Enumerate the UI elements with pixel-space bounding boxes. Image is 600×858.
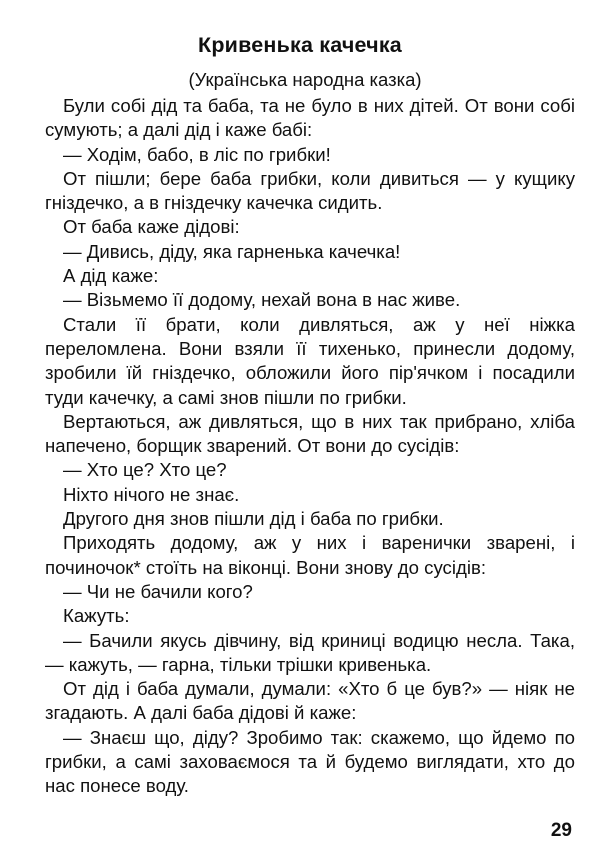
- story-title: Кривенька качечка: [198, 33, 402, 57]
- paragraph: Вертаються, аж дивляться, що в них так прибрано, хліба напечено, борщик зварений. От вони до сусідів:: [45, 410, 575, 457]
- paragraph: Другого дня знов пішли дід і баба по грибки.: [63, 508, 444, 530]
- paragraph: От пішли; бере баба грибки, коли дивиться — у кущику гніздечко, а в гніздечку качечка сидить.: [45, 167, 575, 214]
- paragraph: Приходять додому, аж у них і варенички зварені, і починочок* стоїть на віконці. Вони знову до сусідів:: [45, 532, 575, 578]
- paragraph: Були собі дід та баба, та не було в них дітей. От вони собі сумують; а далі дід і каже бабі:: [45, 95, 575, 141]
- paragraph: А дід каже:: [63, 265, 159, 287]
- paragraph: — Знаєш що, діду? Зробимо так: скажемо, що йдемо по грибки, а самі заховаємося та й будемо виглядати, хто до нас понесе воду.: [45, 726, 575, 797]
- paragraph: — Хто це? Хто це?: [63, 459, 227, 481]
- page-number: 29: [550, 820, 572, 841]
- paragraph: Ніхто нічого не знає.: [63, 483, 240, 505]
- paragraph: — Чи не бачили кого?: [63, 580, 253, 602]
- paragraph: — Візьмемо її додому, нехай вона в нас живе.: [63, 289, 461, 311]
- paragraph: Стали її брати, коли дивляться, аж у неї ніжка переломлена. Вони взяли її тихенько, принесли додому, зробили їй гніздечко, обложили його пір'ячком і посадили туди качечку, а самі знов пішли по грибки.: [45, 313, 575, 408]
- paragraph: — Ходім, бабо, в ліс по грибки!: [63, 143, 331, 165]
- story-body: [45, 94, 575, 799]
- story-subtitle: (Українська народна казка): [188, 69, 422, 90]
- paragraph: От баба каже дідові:: [63, 216, 240, 238]
- paragraph: Кажуть:: [63, 605, 130, 627]
- paragraph: — Бачили якусь дівчину, від криниці водицю несла. Така, — кажуть, — гарна, тільки трішки кривенька.: [45, 629, 575, 675]
- paragraph: — Дивись, діду, яка гарненька качечка!: [63, 240, 401, 262]
- paragraph: От дід і баба думали, думали: «Хто б це був?» — ніяк не згадають. А далі баба дідові й каже:: [45, 678, 575, 724]
